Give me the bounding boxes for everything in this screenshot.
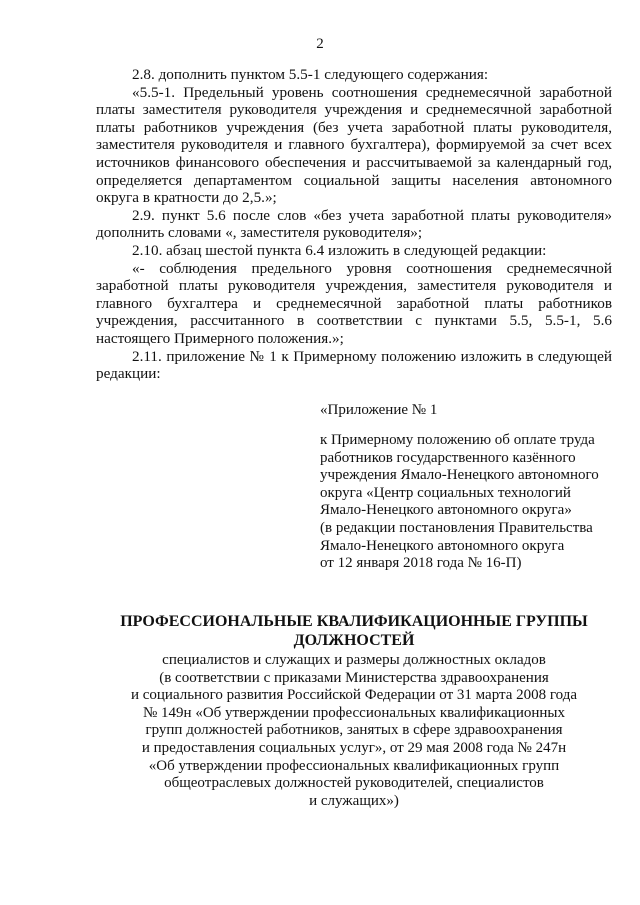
amendments-body [96,66,612,383]
paragraph-6-4-text: «- соблюдения предельного уровня соотношения среднемесячной заработной платы руководителя учреждения, заместителя руководителя и главного бухгалтера и среднемесячной заработной платы работников учреждения, рассчитанного в соответствии с пунктами 5.5, 5.5-1, 5.6 настоящего Примерного положения.»; [96,259,612,347]
subtitle-line: общеотраслевых должностей руководителей, специалистов [164,775,544,792]
document-title: ПРОФЕССИОНАЛЬНЫЕ КВАЛИФИКАЦИОННЫЕ ГРУППЫ ДОЛЖНОСТЕЙ [120,613,588,649]
subtitle-line: «Об утверждении профессиональных квалификационных групп [148,757,560,774]
subtitle-line: № 149н «Об утверждении профессиональных квалификационных [143,704,565,721]
appendix-line: работников государственного казённого [320,449,576,466]
appendix-line: от 12 января 2018 года № 16-П) [320,555,522,572]
subtitle-line: и служащих») [309,792,399,809]
paragraph-2-8: 2.8. дополнить пунктом 5.5-1 следующего содержания: [132,66,489,83]
paragraph-2-9: 2.9. пункт 5.6 после слов «без учета заработной платы руководителя» дополнить словами «, заместителя руководителя»; [96,206,612,242]
subtitle-line: групп должностей работников, занятых в сфере здравоохранения [145,722,563,739]
subtitle-line: и социального развития Российской Федерации от 31 марта 2008 года [130,687,578,704]
page-number: 2 [316,36,324,52]
appendix-reference [320,432,620,573]
document-subtitle [96,652,612,810]
appendix-line: Ямало-Ненецкого автономного округа» [320,502,572,519]
subtitle-line: специалистов и служащих и размеры должностных окладов [162,652,546,668]
appendix-heading: «Приложение № 1 [320,402,438,418]
subtitle-line: и предоставления социальных услуг», от 29 мая 2008 года № 247н [141,739,567,756]
paragraph-2-10: 2.10. абзац шестой пункта 6.4 изложить в следующей редакции: [132,241,547,259]
appendix-line: учреждения Ямало-Ненецкого автономного [320,467,599,484]
paragraph-5-5-1: «5.5-1. Предельный уровень соотношения среднемесячной заработной платы заместителя руководителя учреждения и среднемесячной заработной платы работников учреждения (без учета заработной платы руководителя, заместителя руководителя и главного бухгалтера), формируемой за счет всех источников финансового обеспечения и рассчитываемой за календарный год, определяется департаментом социальной защиты населения автономного округа в кратности до 2,5.»; [96,83,612,207]
appendix-line: к Примерному положению об оплате труда [320,432,595,448]
appendix-line: округа «Центр социальных технологий [320,484,571,501]
subtitle-line: (в соответствии с приказами Министерства здравоохранения [159,669,549,686]
paragraph-2-11: 2.11. приложение № 1 к Примерному положению изложить в следующей редакции: [96,347,612,383]
appendix-line: (в редакции постановления Правительства [320,519,593,536]
appendix-line: Ямало-Ненецкого автономного округа [320,537,565,554]
